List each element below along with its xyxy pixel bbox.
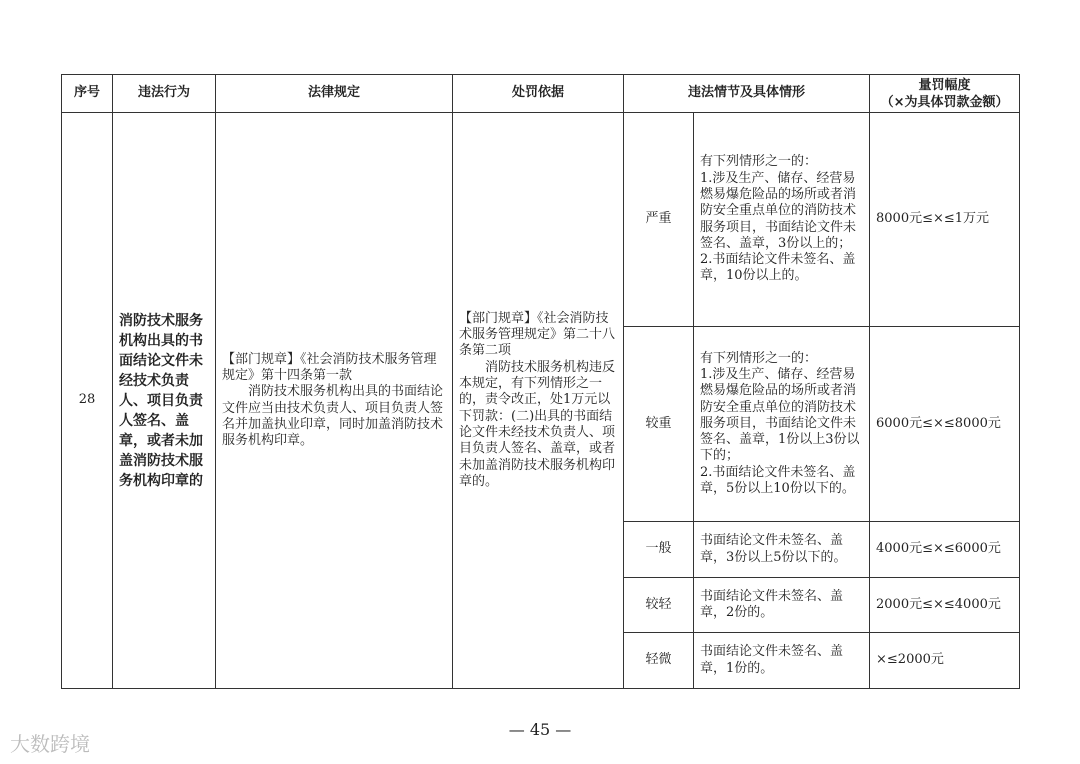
penalty-basis: 【部门规章】《社会消防技术服务管理规定》第二十八条第二项 消防技术服务机构违反本规定，有下列情形之一的，责令改正，处1万元以下罚款：(二)出具的书面结论文件未经技术负责人、项目负责人签名、盖章，或者未加盖消防技术服务机构印章的。 xyxy=(453,113,624,689)
range: ×≤2000元 xyxy=(870,633,1020,689)
penalty-table xyxy=(61,74,1020,689)
detail: 书面结论文件未签名、盖章，1份的。 xyxy=(694,633,870,689)
header-circumstances: 违法情节及具体情形 xyxy=(624,75,870,113)
range: 4000元≤×≤6000元 xyxy=(870,522,1020,578)
level: 一般 xyxy=(624,522,694,578)
range: 6000元≤×≤8000元 xyxy=(870,327,1020,522)
violation-behavior: 消防技术服务机构出具的书面结论文件未经技术负责人、项目负责人签名、盖章，或者未加盖消防技术服务机构印章的 xyxy=(113,113,216,689)
detail: 书面结论文件未签名、盖章，3份以上5份以下的。 xyxy=(694,522,870,578)
page-number: — 45 — xyxy=(508,720,572,739)
level: 轻微 xyxy=(624,633,694,689)
legal-provision: 【部门规章】《社会消防技术服务管理规定》第十四条第一款 消防技术服务机构出具的书面结论文件应当由技术负责人、项目负责人签名并加盖执业印章，同时加盖消防技术服务机构印章。 xyxy=(216,113,453,689)
header-no: 序号 xyxy=(62,75,113,113)
level: 较重 xyxy=(624,327,694,522)
detail: 书面结论文件未签名、盖章，2份的。 xyxy=(694,578,870,633)
header-behavior: 违法行为 xyxy=(113,75,216,113)
header-row xyxy=(62,75,1020,113)
header-range: 量罚幅度 （×为具体罚款金额） xyxy=(870,75,1020,113)
level: 严重 xyxy=(624,113,694,327)
header-basis: 处罚依据 xyxy=(453,75,624,113)
range: 2000元≤×≤4000元 xyxy=(870,578,1020,633)
row-number: 28 xyxy=(62,113,113,689)
range: 8000元≤×≤1万元 xyxy=(870,113,1020,327)
table-row xyxy=(62,113,1020,327)
watermark: 大数跨境 xyxy=(10,732,90,756)
header-law: 法律规定 xyxy=(216,75,453,113)
level: 较轻 xyxy=(624,578,694,633)
detail: 有下列情形之一的： 1.涉及生产、储存、经营易燃易爆危险品的场所或者消防安全重点单位的消防技术服务项目，书面结论文件未签名、盖章，3份以上的； 2.书面结论文件未签名、盖章，10份以上的。 xyxy=(694,113,870,327)
detail: 有下列情形之一的： 1.涉及生产、储存、经营易燃易爆危险品的场所或者消防安全重点单位的消防技术服务项目，书面结论文件未签名、盖章，1份以上3份以下的； 2.书面结论文件未签名、盖章，5份以上10份以下的。 xyxy=(694,327,870,522)
